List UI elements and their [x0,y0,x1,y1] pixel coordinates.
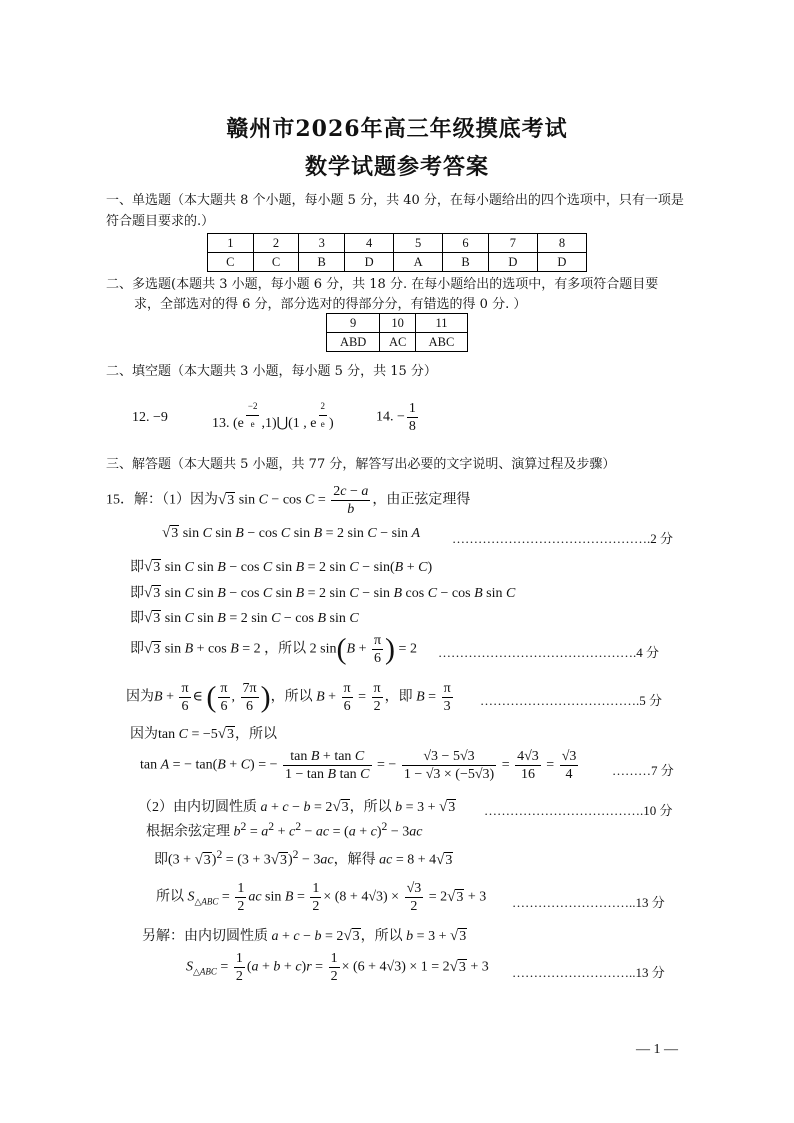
single-choice-answer-5: B [443,253,489,272]
q13-label: 13. [212,416,230,432]
score-10: ……………………………….10 分 [484,803,673,818]
part2-intro-text: （2）由内切圆性质 [138,800,257,815]
page-number: — 1 — [636,1042,678,1057]
q15-part2-line1: （2）由内切圆性质 a + c − b = 2√3，所以 b = 3 + √3 [138,799,456,815]
q14-numerator: 1 [408,401,416,416]
score-4: ……………………………………….4 分 [438,645,660,660]
single-choice-answer-1: C [253,253,299,272]
single-choice-number-4: 5 [394,234,443,253]
section2-heading-line2: 求，全部选对的得 6 分，部分选对的得部分分，有错选的得 0 分. ） [134,297,527,312]
single-choice-answer-table [207,233,587,272]
q14-label: 14. [376,409,394,425]
solved-text: ，解得 [333,852,376,868]
ji-text: 即 [130,586,144,601]
q15-alt-line2: $S_{\triangle ABC}$ = $\frac{1}{2}$ (a + b + c)r = $\frac{1}{2}$ × (6 + 4√3) × 1 = 2√3 + 3 [186,951,489,984]
single-choice-number-7: 8 [537,234,586,253]
single-choice-answer-3: D [345,253,394,272]
single-choice-number-1: 2 [253,234,299,253]
single-choice-answer-7: D [537,253,586,272]
q15-part2-line3: 即$(3 + √3)^2 = (3 + 3√3)^2 - 3ac$，解得 ac = 8 + 4√3 [154,848,453,868]
single-choice-number-0: 1 [208,234,254,253]
answer-q13: 13. (e $^{\frac{-2}{e}}$ ,1)⋃(1 , e $^{\frac{2}{e}}$ ) [212,402,334,437]
q15-step2: 即√3 sin C sin B − cos C sin B = 2 sin C − sin(B + C) [130,559,433,575]
section1-heading: 一、单选题（本大题共 8 个小题，每小题 5 分，共 40 分，在每小题给出的四个选项中，只有一项是符合题目要求的.） [106,193,684,229]
q15-step4: 即√3 sin C sin B = 2 sin C − cos B sin C [130,610,359,626]
q15-step3: 即√3 sin C sin B − cos C sin B = 2 sin C − sin B cos C − cos B sin C [130,585,516,601]
because-text: 因为 [126,689,154,705]
multi-choice-answer-0: ABD [327,333,380,352]
single-choice-number-5: 6 [443,234,489,253]
law-of-sines-text: ，由正弦定理得 [372,492,471,508]
single-choice-number-3: 4 [345,234,394,253]
multi-choice-number-0: 9 [327,314,380,333]
answer-q14: 14. − $\frac{1}{8}$ [376,401,416,434]
ji-text: 即 [154,852,168,868]
alt-text: 另解：由内切圆性质 [142,929,268,944]
q15-line1: 15．解：（1）因为√3 sin C − cos C = $\frac{2c - a}{b}$ ，由正弦定理得 [106,484,471,517]
score-2: ……………………………………….2 分 [452,531,674,546]
q15-step5: 即√3 sin B + cos B = 2 ，所以 2 sin(B + $\frac{\pi}{6}$ ) = 2 [130,632,417,666]
ji-text: 即 [130,560,144,575]
document-title: 赣州市2026年高三年级摸底考试 [226,116,568,142]
section4-heading: 三、解答题（本大题共 5 小题，共 77 分，解答写出必要的文字说明、演算过程及步骤） [106,457,616,472]
q15-step1: √3 sin C sin B − cos C sin B = 2 sin C − sin A [162,525,421,541]
q15-step8: tan A = − tan(B + C) = − $\frac{\text{tan B + tan C}}{\text{1 − tan B tan C}}$ = − $\frac{√3 - 5√3}{1 - √3 \times (-5√3)}$ = $\frac{4√3}{16}$ = $\frac{√3}{4}$ [140,749,577,782]
single-choice-answer-0: C [208,253,254,272]
single-choice-answer-4: A [394,253,443,272]
single-choice-answer-2: B [299,253,345,272]
ji-text: 即 [130,611,144,626]
q15-alt-line1: 另解：由内切圆性质 a + c − b = 2√3，所以 b = 3 + √3 [142,928,467,944]
ji-text: 即 [130,641,144,657]
score-13b: ………………………..13 分 [512,965,665,980]
q15-part2-line2: 根据余弦定理 $b^2 = a^2 + c^2$ − ac = $(a + c)^2 - 3ac$ [146,820,423,840]
q15-part2-line4: 所以 $S_{\triangle ABC}$ = $\frac{1}{2}$ ac sin B = $\frac{1}{2}$ × (8 + 4√3) × $\frac{√3}{2}$ = 2√3 + 3 [156,881,487,914]
multi-choice-number-1: 10 [380,314,416,333]
single-choice-answer-6: D [488,253,537,272]
cosine-law-text: 根据余弦定理 [146,824,230,840]
so-text: 所以 [156,889,184,905]
single-choice-number-6: 7 [488,234,537,253]
q14-denominator: 8 [408,419,416,434]
multi-choice-answer-table [326,313,468,352]
q15-label: 15．解：（1）因为 [106,492,218,508]
section2-heading-line1: 二、多选题(本题共 3 小题，每小题 6 分，共 18 分. 在每小题给出的选项中，有多项符合题目要 [106,277,659,292]
q15-step6: 因为B + $\frac{\pi}{6}$ ∈ ( $\frac{\pi}{6}$ , $\frac{7\pi}{6}$ )，所以 B + $\frac{\pi}{6}$ = $\frac{\pi}{2}$ ，即 B = $\frac{\pi}{3}$ [126,680,451,714]
document-subtitle: 数学试题参考答案 [304,154,489,180]
section3-heading: 二、填空题（本大题共 3 小题，每小题 5 分，共 15 分） [106,364,437,379]
multi-choice-number-2: 11 [416,314,468,333]
score-5: ……………………………….5 分 [480,693,663,708]
multi-choice-answer-2: ABC [416,333,468,352]
multi-choice-answer-1: AC [380,333,416,352]
q15-step7: 因为tan C = −5√3，所以 [130,726,277,742]
score-7: ………7 分 [612,763,674,778]
answer-q12: 12. −9 [132,410,168,425]
score-13a: ………………………..13 分 [512,895,665,910]
because-text: 因为 [130,727,158,742]
single-choice-number-2: 3 [299,234,345,253]
